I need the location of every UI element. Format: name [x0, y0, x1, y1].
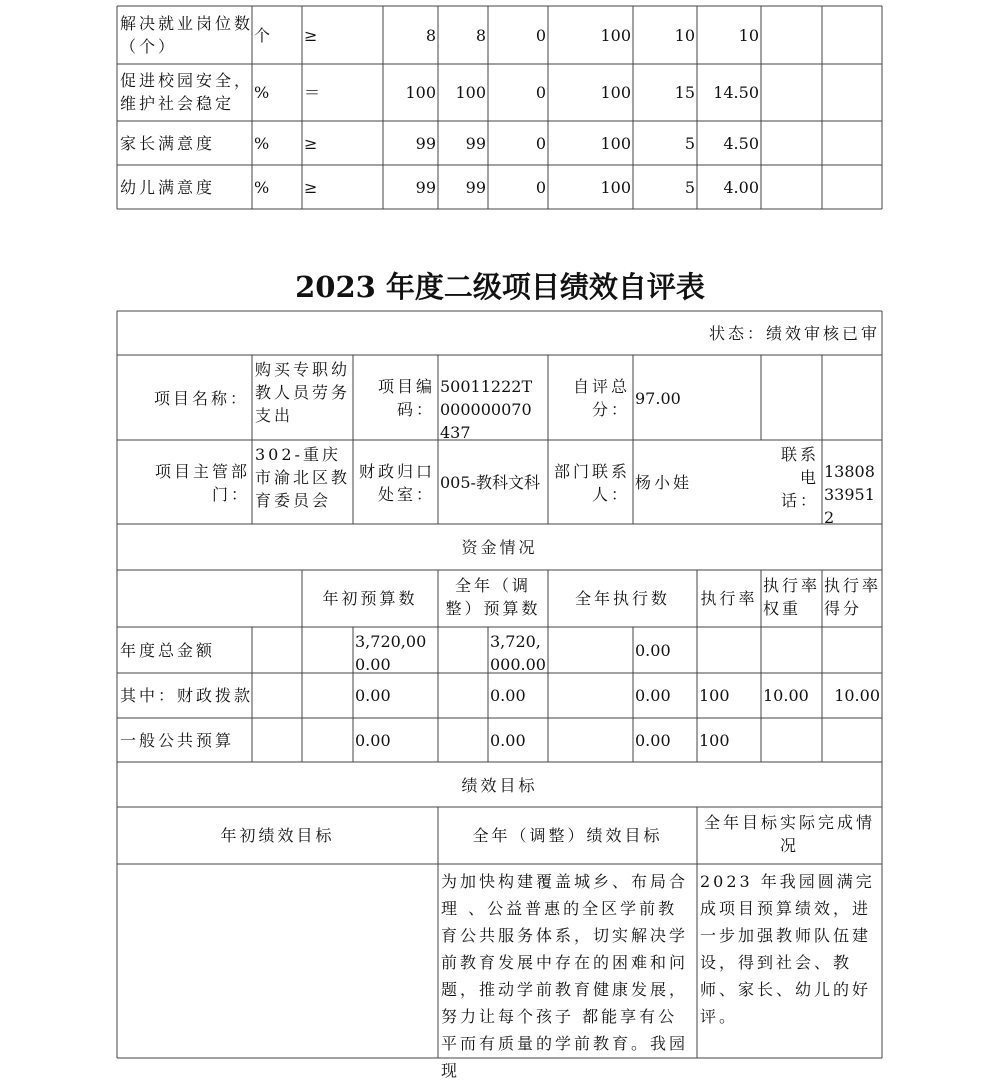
table-cell-value: 4.00 [723, 178, 759, 197]
funds-executed: 0.00 [635, 641, 671, 660]
contact-value: 杨小娃 [635, 473, 693, 492]
self-score-value: 97.00 [635, 389, 681, 408]
project-name-label: 项目名称： [153, 389, 249, 408]
phone-value: 13808339512 [824, 462, 875, 527]
funds-initial: 0.00 [355, 686, 391, 705]
dept-value: 302-重庆市渝北区教育委员会 [255, 445, 351, 510]
goals-col-initial: 年初绩效目标 [220, 826, 335, 845]
table-cell-value: 4.50 [723, 134, 759, 153]
self-score-label: 自评总分： [572, 377, 630, 419]
table-cell-value: 100 [600, 26, 631, 45]
goals-col-adjusted: 全年（调整）绩效目标 [472, 826, 663, 845]
table-cell-value: 0 [535, 134, 546, 153]
funds-header: 执行率得分 [824, 576, 882, 618]
goals-col-actual: 全年目标实际完成情况 [703, 813, 875, 855]
table-cell-value: 15 [674, 83, 695, 102]
funds-initial: 0.00 [355, 731, 391, 750]
dept-label: 项目主管部门： [154, 462, 250, 504]
funds-rate: 100 [699, 731, 730, 750]
status-text: 状态：绩效审核已审 [708, 324, 880, 343]
funds-rate: 100 [699, 686, 730, 705]
table-cell-unit: % [254, 178, 270, 197]
finance-value: 005-教科文科 [440, 473, 540, 492]
table-cell-value: 0 [535, 178, 546, 197]
table-cell-value: 14.50 [713, 83, 759, 102]
table-cell-value: 100 [600, 134, 631, 153]
table-cell-name: 解决就业岗位数（个） [120, 14, 254, 56]
table-cell-value: 5 [684, 134, 695, 153]
funds-header: 执行率 [700, 589, 758, 608]
table-cell-value: 100 [455, 83, 486, 102]
funds-executed: 0.00 [635, 686, 671, 705]
funds-header: 执行率权重 [763, 576, 821, 618]
table-cell-op: ≥ [304, 26, 318, 45]
finance-label: 财政归口处室： [358, 462, 435, 504]
funds-weight: 10.00 [763, 686, 809, 705]
funds-header: 全年（调整）预算数 [445, 576, 541, 618]
table-cell-value: 10 [674, 26, 695, 45]
table-cell-value: 100 [405, 83, 436, 102]
table-cell-value: 8 [475, 26, 486, 45]
table-cell-op: ＝ [304, 83, 321, 102]
table-cell-op: ≥ [304, 134, 318, 153]
funds-adjusted: 0.00 [490, 686, 526, 705]
table-cell-value: 99 [465, 178, 486, 197]
project-code-label: 项目编码： [377, 377, 435, 419]
funds-initial: 3,720,000.00 [355, 632, 427, 674]
table-cell-unit: % [254, 134, 270, 153]
table-cell-value: 99 [465, 134, 486, 153]
funds-header: 全年执行数 [574, 589, 670, 608]
table-cell-unit: % [254, 83, 270, 102]
funds-header: 年初预算数 [322, 589, 418, 608]
table-cell-value: 8 [425, 26, 436, 45]
goals-section-title: 绩效目标 [461, 776, 538, 795]
phone-label: 联系电话： [780, 445, 819, 510]
funds-executed: 0.00 [635, 731, 671, 750]
table-cell-value: 99 [415, 178, 436, 197]
goals-actual-text: 2023 年我园圆满完成项目预算绩效，进一步加强教师队伍建设，得到社会、教师、家长、幼儿的好评。 [700, 872, 875, 1026]
table-cell-name: 幼儿满意度 [120, 178, 216, 197]
goals-adjusted-text: 为加快构建覆盖城乡、布局合理 、公益普惠的全区学前教育公共服务体系，切实解决学前教育发展中存在的困难和问题，推动学前教育健康发展，努力让每个孩子 都能享有公平而有质量的学前教育。我园现 [441, 872, 689, 1080]
table-cell-value: 99 [415, 134, 436, 153]
table-cell-name: 促进校园安全，维护社会稳定 [120, 71, 254, 113]
funds-adjusted: 0.00 [490, 731, 526, 750]
funds-section-title: 资金情况 [461, 538, 538, 557]
table-cell-value: 0 [535, 83, 546, 102]
table-cell-value: 5 [684, 178, 695, 197]
table-cell-value: 100 [600, 178, 631, 197]
funds-row-label: 年度总金额 [120, 641, 216, 660]
funds-row-label: 其中：财政拨款 [120, 686, 254, 705]
table-cell-value: 100 [600, 83, 631, 102]
funds-row-label: 一般公共预算 [120, 731, 235, 750]
project-name-value: 购买专职幼教人员劳务支出 [255, 360, 351, 425]
page-title: 2023 年度二级项目绩效自评表 [295, 270, 705, 304]
contact-label: 部门联系人： [553, 462, 630, 504]
table-cell-name: 家长满意度 [120, 134, 216, 153]
table-cell-value: 0 [535, 26, 546, 45]
funds-score: 10.00 [834, 686, 880, 705]
table-cell-op: ≥ [304, 178, 318, 197]
funds-adjusted: 3,720,000.00 [490, 632, 546, 674]
project-code-value: 50011222T000000070437 [440, 377, 533, 442]
table-cell-unit: 个 [254, 26, 271, 45]
table-cell-value: 10 [738, 26, 759, 45]
